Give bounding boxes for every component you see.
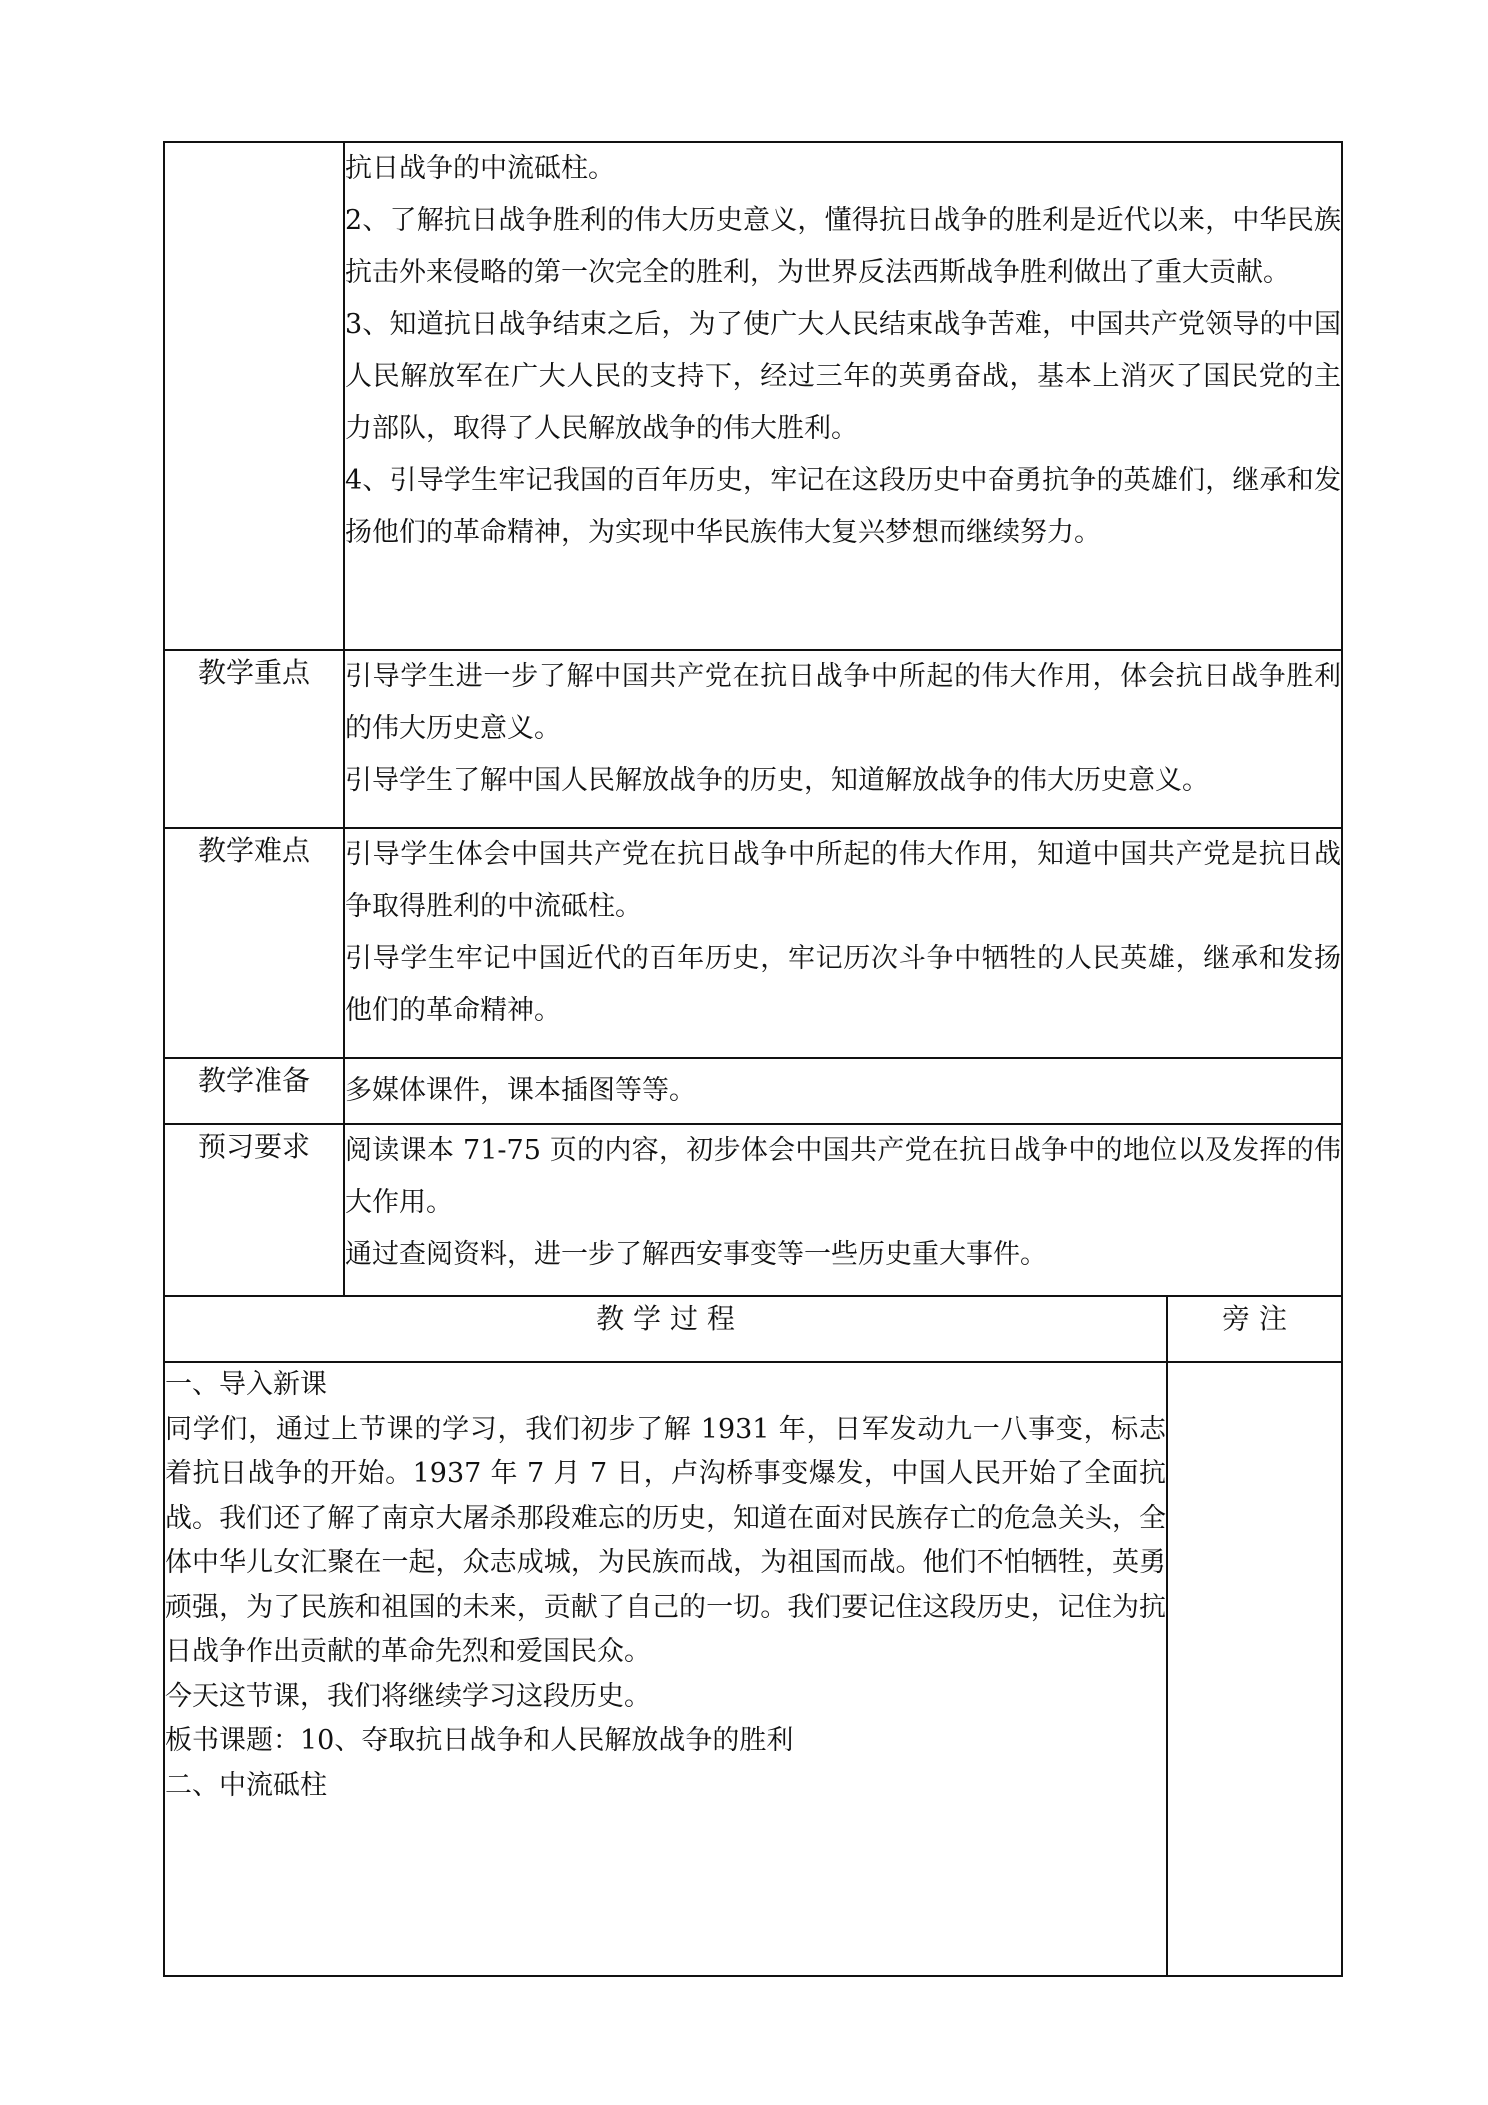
objective-line: 3、知道抗日战争结束之后，为了使广大人民结束战争苦难，中国共产党领导的中国人民解放军在广大人民的支持下，经过三年的英勇奋战，基本上消灭了国民党的主力部队，取得了人民解放战争的伟大胜利。	[345, 309, 1341, 444]
difficulty-line: 引导学生体会中国共产党在抗日战争中所起的伟大作用，知道中国共产党是抗日战争取得胜利的中流砥柱。	[345, 839, 1341, 922]
process-paragraph: 同学们，通过上节课的学习，我们初步了解 1931 年，日军发动九一八事变，标志着抗日战争的开始。1937 年 7 月 7 日，卢沟桥事变爆发，中国人民开始了全面抗战。我们还了解了南京大屠杀那段难忘的历史，知道在面对民族存亡的危急关头，全体中华儿女汇聚在一起，众志成城，为民族而战，为祖国而战。他们不怕牺牲，英勇顽强，为了民族和祖国的未来，贡献了自己的一切。我们要记住这段历史，记住为抗日战争作出贡献的革命先烈和爱国民众。	[165, 1413, 1166, 1667]
objective-line: 2、了解抗日战争胜利的伟大历史意义，懂得抗日战争的胜利是近代以来，中华民族抗击外来侵略的第一次完全的胜利，为世界反法西斯战争胜利做出了重大贡献。	[345, 205, 1341, 288]
notes-title: 旁 注	[1167, 1296, 1342, 1362]
preview-label: 预习要求	[164, 1124, 344, 1296]
preparation-row	[164, 1058, 1342, 1124]
process-title: 教 学 过 程	[164, 1296, 1167, 1362]
key-points-label: 教学重点	[164, 650, 344, 828]
key-point-line: 引导学生了解中国人民解放战争的历史，知道解放战争的伟大历史意义。	[345, 765, 1209, 796]
process-header-row	[164, 1296, 1342, 1362]
process-row	[164, 1362, 1342, 1976]
difficulties-cell	[344, 828, 1342, 1058]
process-cell	[164, 1362, 1167, 1976]
preparation-cell	[344, 1058, 1342, 1124]
objectives-label-cell	[164, 142, 344, 650]
lesson-plan-table	[163, 141, 1343, 1977]
key-points-cell	[344, 650, 1342, 828]
preparation-line: 多媒体课件，课本插图等等。	[345, 1075, 696, 1106]
process-board-title: 板书课题：10、夺取抗日战争和人民解放战争的胜利	[165, 1725, 794, 1756]
preview-line: 通过查阅资料，进一步了解西安事变等一些历史重大事件。	[345, 1239, 1047, 1270]
key-point-line: 引导学生进一步了解中国共产党在抗日战争中所起的伟大作用，体会抗日战争胜利的伟大历史意义。	[345, 661, 1341, 744]
process-section-heading: 一、导入新课	[165, 1369, 327, 1400]
process-section-heading: 二、中流砥柱	[165, 1769, 327, 1801]
preview-cell	[344, 1124, 1342, 1296]
difficulty-line: 引导学生牢记中国近代的百年历史，牢记历次斗争中牺牲的人民英雄，继承和发扬他们的革命精神。	[345, 943, 1341, 1026]
notes-cell	[1167, 1362, 1342, 1976]
process-paragraph: 今天这节课，我们将继续学习这段历史。	[165, 1680, 651, 1712]
preparation-label: 教学准备	[164, 1058, 344, 1124]
objective-line: 4、引导学生牢记我国的百年历史，牢记在这段历史中奋勇抗争的英雄们，继承和发扬他们的革命精神，为实现中华民族伟大复兴梦想而继续努力。	[345, 465, 1341, 548]
objectives-row	[164, 142, 1342, 650]
objectives-cell	[344, 142, 1342, 650]
difficulties-row	[164, 828, 1342, 1058]
objective-line: 抗日战争的中流砥柱。	[345, 153, 615, 184]
key-points-row	[164, 650, 1342, 828]
difficulties-label: 教学难点	[164, 828, 344, 1058]
preview-line: 阅读课本 71-75 页的内容，初步体会中国共产党在抗日战争中的地位以及发挥的伟大作用。	[345, 1135, 1341, 1218]
preview-row	[164, 1124, 1342, 1296]
